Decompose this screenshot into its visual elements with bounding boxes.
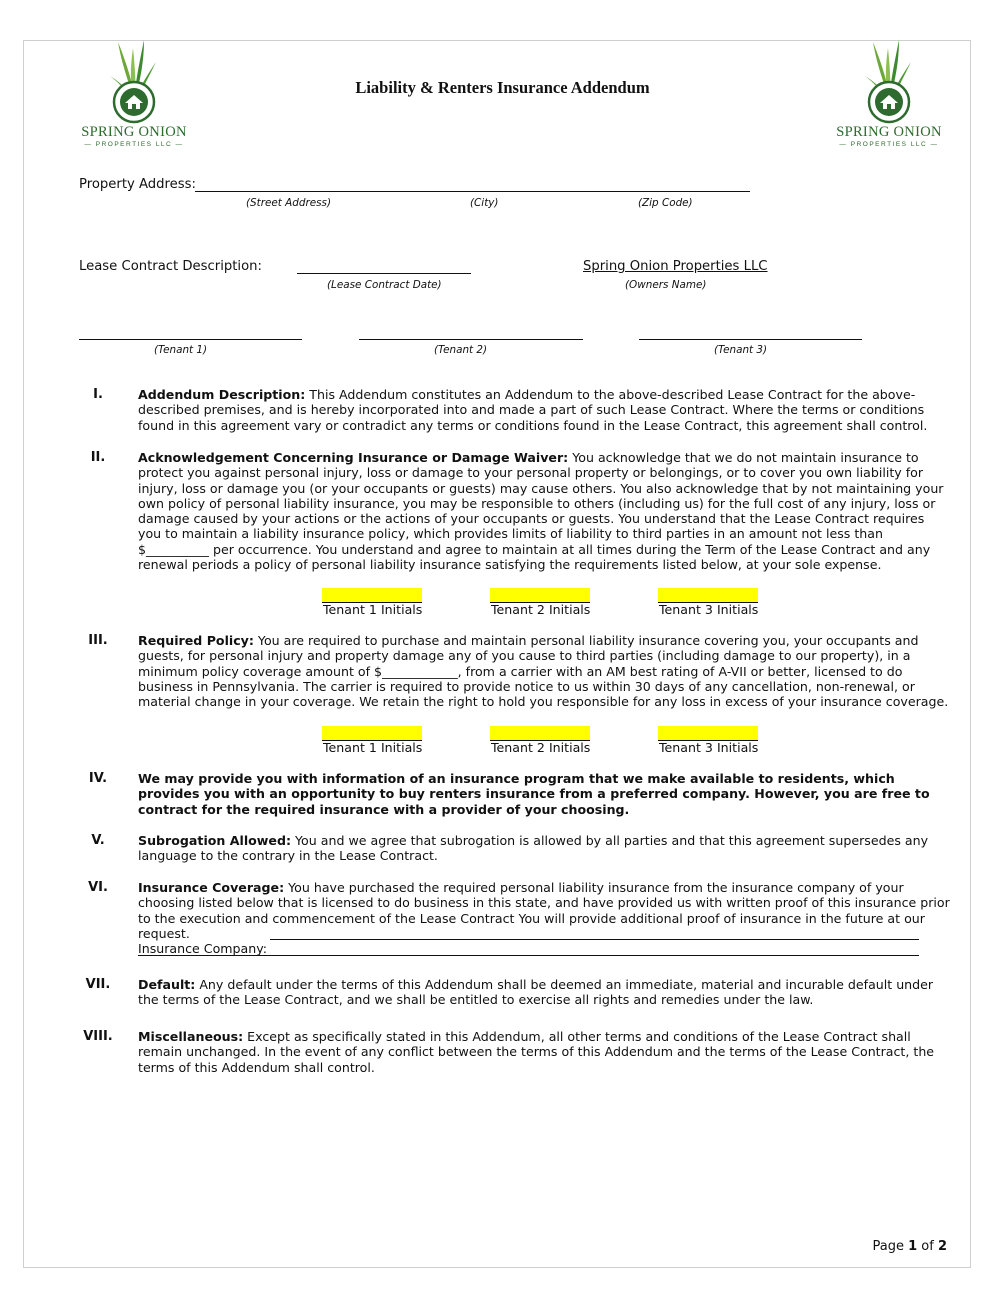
section-number: V. xyxy=(91,833,105,848)
section-number: VIII. xyxy=(83,1029,113,1044)
logo-brand-subtitle: — PROPERTIES LLC — xyxy=(84,141,184,148)
section-required-policy: Required Policy: You are required to purchase and maintain personal liability insurance covering you, your occupants and guests, for personal injury and property damage any of you cause to third parties (including damage to our property), in a minimum policy coverage amount of $____________, from a carrier with an AM best rating of A-VII or better, licensed to do business in Pennsylvania. The carrier is required to provide notice to us within 30 days of any cancellation, non-renewal, or material change in your coverage. We retain the right to hold you responsible for any loss in excess of your insurance coverage. xyxy=(138,633,949,710)
section-addendum-description: Addendum Description: This Addendum constitutes an Addendum to the above-described Lease Contract for the above-described premises, and is hereby incorporated into and made a part of such Lease Contract. Where the terms or conditions found in this agreement vary or contradict any terms or conditions found in the Lease Contract, this agreement shall control. xyxy=(138,387,928,433)
section-miscellaneous: Miscellaneous: Except as specifically stated in this Addendum, all other terms and conditions of the Lease Contract shall remain unchanged. In the event of any conflict between the terms of this Addendum and the terms of the Lease Contract, the terms of this Addendum shall control. xyxy=(138,1029,935,1075)
tenant-3-initials-label: Tenant 3 Initials xyxy=(659,740,759,755)
city-caption: (City) xyxy=(470,197,499,209)
tenant-1-caption: (Tenant 1) xyxy=(154,344,208,356)
section-number: VII. xyxy=(85,977,111,992)
section-insurance-program: We may provide you with information of an insurance program that we make available to residents, which provides you with an opportunity to buy renters insurance from a preferred company. However, you are free to contract for the required insurance with a provider of your choosing. xyxy=(138,771,930,817)
section-insurance-coverage: Insurance Coverage: You have purchased the required personal liability insurance from the insurance company of your choosing listed below that is licensed to do business in this state, and have provided us with written proof of this insurance prior to the execution and commencement of the Lease Contract You will provide additional proof of insurance in the future at our request. Insurance Company: xyxy=(138,880,950,957)
tenant-1-initials-field[interactable] xyxy=(322,588,422,602)
logo-brand-name: SPRING ONION xyxy=(836,124,942,140)
tenant-3-caption: (Tenant 3) xyxy=(714,344,768,356)
section-acknowledgement: Acknowledgement Concerning Insurance or Damage Waiver: You acknowledge that we do not maintain insurance to protect you against personal injury, loss or damage to your personal property or belongings, or to cover you own liability for injury, loss or damage you (or your occupants or guests) may cause others. You also acknowledge that by not maintaining your own policy of personal liability insurance, you may be responsible to others (including us) for the full cost of any injury, loss or damage caused by your actions or the actions of your occupants or guests. You understand that the Lease Contract requires you to maintain a liability insurance policy, which provides limits of liability to third parties in an amount not less than $__________ per occurrence. You understand and agree to maintain at all times during the Term of the Lease Contract and any renewal periods a policy of personal liability insurance satisfying the requirements listed below, at your sole expense. xyxy=(138,450,944,573)
page-number: Page 1 of 2 xyxy=(872,1239,947,1254)
logo-brand-subtitle: — PROPERTIES LLC — xyxy=(839,141,939,148)
tenant-2-initials-field[interactable] xyxy=(490,588,590,602)
property-address-label: Property Address: xyxy=(79,177,196,192)
lease-contract-label: Lease Contract Description: xyxy=(79,259,262,274)
section-default: Default: Any default under the terms of this Addendum shall be deemed an immediate, material and incurable default under the terms of the Lease Contract, and we shall be entitled to exercise all rights and remedies under the law. xyxy=(138,977,934,1008)
document-title: Liability & Renters Insurance Addendum xyxy=(355,78,650,97)
section-subrogation: Subrogation Allowed: You and we agree that subrogation is allowed by all parties and that this agreement supersedes any language to the contrary in the Lease Contract. xyxy=(138,833,929,864)
tenant-2-caption: (Tenant 2) xyxy=(434,344,488,356)
tenant-1-line[interactable] xyxy=(79,339,302,340)
tenant-3-line[interactable] xyxy=(639,339,862,340)
insurance-company-line[interactable] xyxy=(270,939,919,940)
section-number: I. xyxy=(93,387,103,402)
section-number: VI. xyxy=(88,880,108,895)
tenant-3-initials-field[interactable] xyxy=(658,588,758,602)
property-address-line[interactable] xyxy=(195,191,750,192)
tenant-1-initials-field[interactable] xyxy=(322,726,422,740)
logo-brand-name: SPRING ONION xyxy=(81,124,187,140)
tenant-3-initials-field[interactable] xyxy=(658,726,758,740)
section-number: III. xyxy=(88,633,108,648)
section-number: IV. xyxy=(88,771,108,786)
tenant-2-line[interactable] xyxy=(359,339,583,340)
tenant-3-initials-label: Tenant 3 Initials xyxy=(659,602,759,617)
tenant-2-initials-field[interactable] xyxy=(490,726,590,740)
street-address-caption: (Street Address) xyxy=(246,197,332,209)
tenant-2-initials-label: Tenant 2 Initials xyxy=(491,740,591,755)
owner-name-value: Spring Onion Properties LLC xyxy=(583,259,768,274)
lease-date-line[interactable] xyxy=(297,273,471,274)
tenant-1-initials-label: Tenant 1 Initials xyxy=(323,602,423,617)
zip-code-caption: (Zip Code) xyxy=(638,197,693,209)
insurance-company-line-2[interactable] xyxy=(138,955,919,956)
tenant-2-initials-label: Tenant 2 Initials xyxy=(491,602,591,617)
lease-date-caption: (Lease Contract Date) xyxy=(327,279,442,291)
section-number: II. xyxy=(90,450,106,465)
owner-name-caption: (Owners Name) xyxy=(625,279,707,291)
tenant-1-initials-label: Tenant 1 Initials xyxy=(323,740,423,755)
